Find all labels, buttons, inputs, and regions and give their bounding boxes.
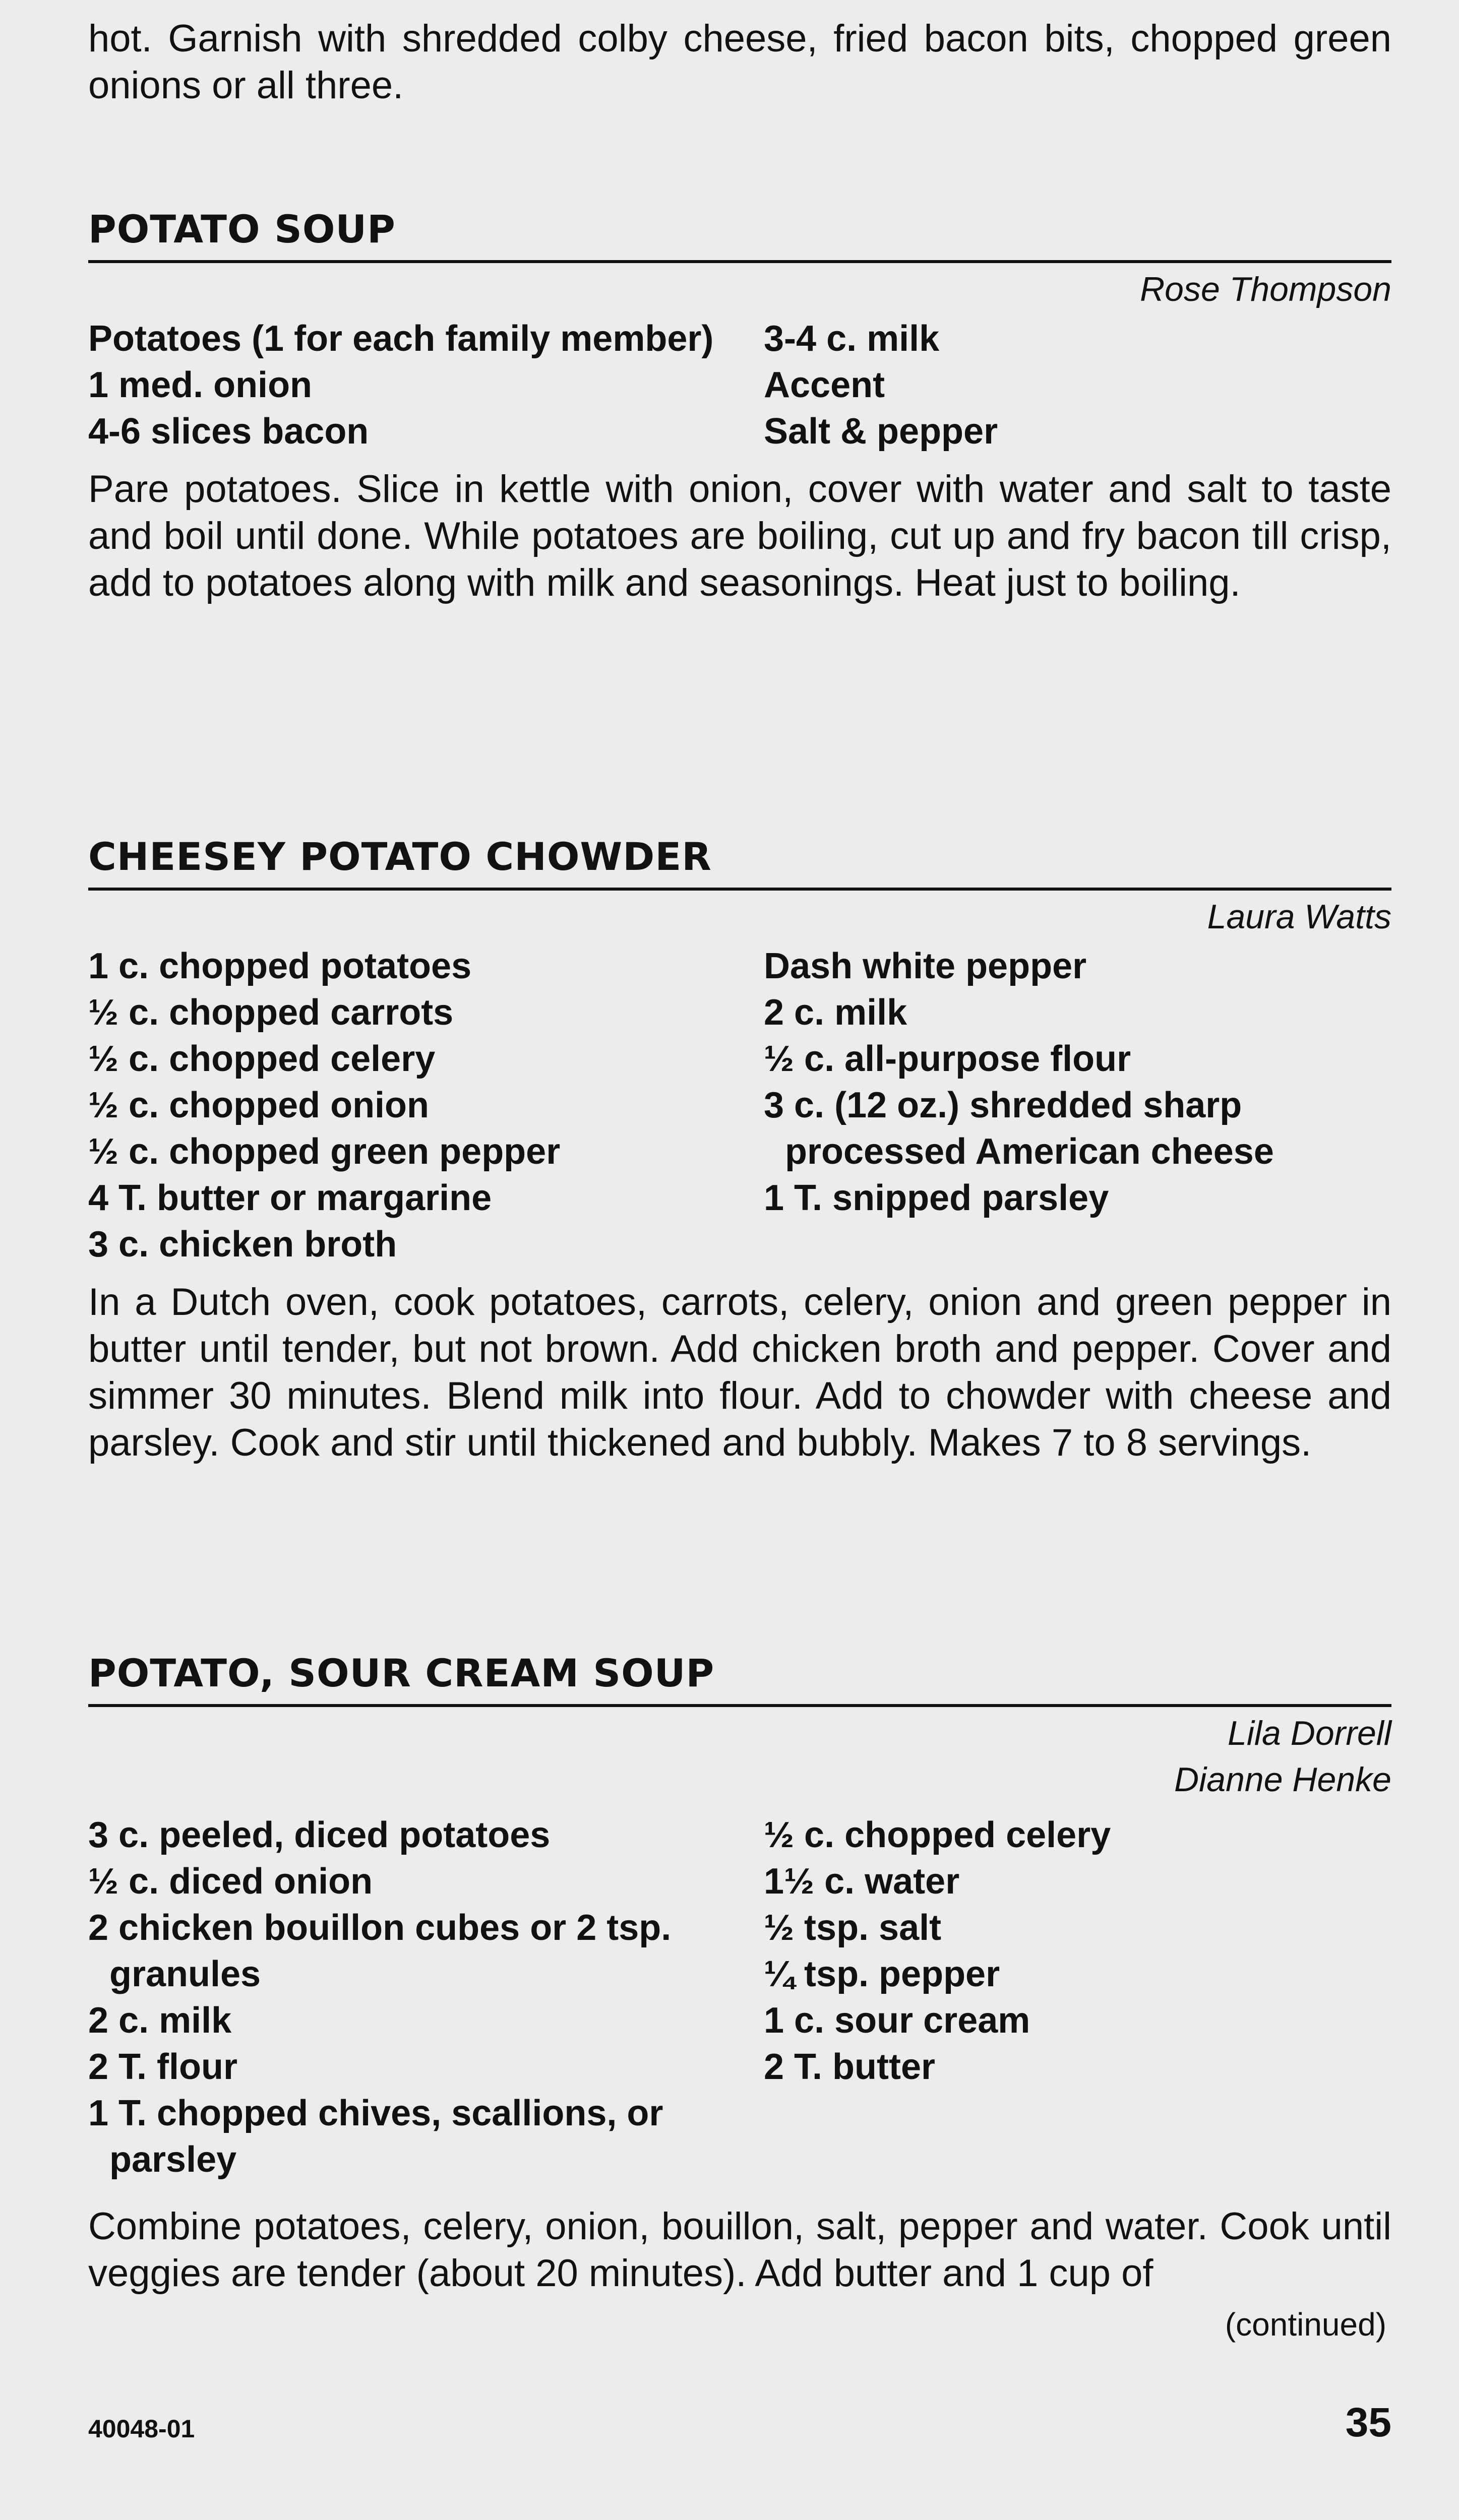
ingredient: 3 c. chicken broth	[88, 1224, 397, 1265]
ingredients-right	[764, 1812, 1391, 2183]
recipe-directions: Combine potatoes, celery, onion, bouillon, salt, pepper and water. Cook until veggies are tender (about 20 minutes). Add butter and 1 cup of	[88, 2205, 1391, 2295]
ingredients-left	[88, 943, 764, 1268]
ingredient: ½ c. chopped celery	[764, 1815, 1111, 1855]
ingredient: ½ tsp. salt	[764, 1908, 942, 1948]
ingredient: 1 c. sour cream	[764, 2000, 1030, 2041]
ingredient: 1½ c. water	[764, 1861, 960, 1902]
ingredient: ¼ tsp. pepper	[764, 1954, 1000, 1994]
ingredient: 1 med. onion	[88, 365, 313, 405]
recipe-title: POTATO SOUP	[88, 207, 1391, 263]
ingredient: Accent	[764, 365, 885, 405]
ingredient: Salt & pepper	[764, 411, 998, 452]
recipe-author: Laura Watts	[1207, 898, 1391, 936]
ingredient: 4-6 slices bacon	[88, 411, 369, 452]
ingredients-right	[764, 943, 1391, 1268]
recipe-cheesey-potato-chowder	[88, 834, 1391, 1466]
recipe-author: Dianne Henke	[1174, 1760, 1391, 1799]
ingredient: 1 T. chopped chives, scallions, or parsley	[88, 2093, 663, 2180]
print-code: 40048-01	[88, 2415, 195, 2443]
recipe-directions: Pare potatoes. Slice in kettle with onion, cover with water and salt to taste and boil until done. While potatoes are boiling, cut up and fry bacon till crisp, add to potatoes along with milk and seasonings. Heat just to boiling.	[88, 468, 1391, 604]
recipe-author: Lila Dorrell	[1228, 1714, 1391, 1752]
ingredients	[88, 1812, 1391, 2183]
recipe-directions: In a Dutch oven, cook potatoes, carrots, celery, onion and green pepper in butter until tender, but not brown. Add chicken broth and pepper. Cover and simmer 30 minutes. Blend milk into flour. Add to chowder with cheese and parsley. Cook and stir until thickened and bubbly. Makes 7 to 8 servings.	[88, 1281, 1391, 1464]
ingredients	[88, 316, 1391, 455]
recipe-potato-soup	[88, 207, 1391, 606]
ingredient: 2 chicken bouillon cubes or 2 tsp. granules	[88, 1908, 672, 1994]
recipe-title: CHEESEY POTATO CHOWDER	[88, 834, 1391, 891]
ingredient: ½ c. all-purpose flour	[764, 1039, 1131, 1079]
page-number: 35	[1345, 2400, 1391, 2445]
recipe-title: POTATO, SOUR CREAM SOUP	[88, 1651, 1391, 1707]
ingredient: Dash white pepper	[764, 946, 1087, 986]
ingredient: 2 c. milk	[764, 992, 907, 1033]
ingredient: 2 T. flour	[88, 2047, 238, 2087]
ingredients	[88, 943, 1391, 1268]
ingredient: 3 c. peeled, diced potatoes	[88, 1815, 551, 1855]
ingredients-left	[88, 316, 764, 455]
ingredient: ½ c. diced onion	[88, 1861, 373, 1902]
ingredient: 1 T. snipped parsley	[764, 1178, 1109, 1218]
ingredients-left	[88, 1812, 764, 2183]
ingredient: ½ c. chopped celery	[88, 1039, 436, 1079]
ingredient: 1 c. chopped potatoes	[88, 946, 472, 986]
ingredient: 3-4 c. milk	[764, 319, 940, 359]
continued-label: (continued)	[1225, 2306, 1386, 2343]
ingredient: ½ c. chopped carrots	[88, 992, 454, 1033]
ingredient: Potatoes (1 for each family member)	[88, 319, 714, 359]
recipe-potato-sour-cream-soup	[88, 1651, 1391, 2297]
ingredient: 3 c. (12 oz.) shredded sharp processed American cheese	[764, 1085, 1274, 1172]
recipe-author: Rose Thompson	[1140, 270, 1391, 308]
ingredient: 2 c. milk	[88, 2000, 232, 2041]
ingredient: ½ c. chopped green pepper	[88, 1131, 561, 1172]
ingredient: 2 T. butter	[764, 2047, 936, 2087]
ingredient: 4 T. butter or margarine	[88, 1178, 492, 1218]
page-footer	[88, 2399, 1391, 2449]
ingredients-right	[764, 316, 1391, 455]
intro-text: hot. Garnish with shredded colby cheese, fried bacon bits, chopped green onions or all three.	[88, 17, 1391, 107]
ingredient: ½ c. chopped onion	[88, 1085, 430, 1125]
